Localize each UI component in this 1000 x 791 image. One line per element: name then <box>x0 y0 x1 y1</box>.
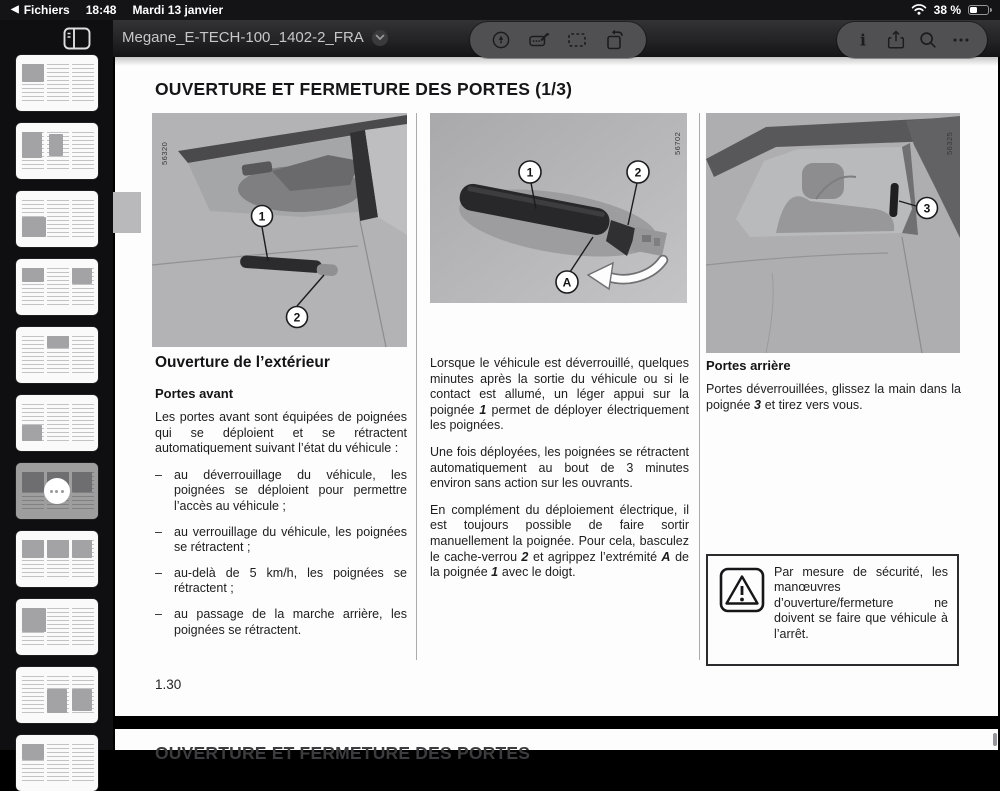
markup-tools-pill <box>470 22 646 58</box>
paragraph: Lorsque le véhicule est déverrouillé, quelques minutes après la sortie du véhicule ou si le contact est allumé, un léger appui sur la poignée 1 permet de déployer électriquement les poignées. <box>430 356 689 433</box>
callout-1: 1 <box>258 209 266 224</box>
figure-rear-door-handle <box>706 113 960 353</box>
markup-pen-icon[interactable] <box>486 25 516 55</box>
more-icon[interactable] <box>946 25 976 55</box>
sidebar-toggle-icon[interactable] <box>62 26 92 51</box>
callout-1: 1 <box>526 165 534 180</box>
page-title: OUVERTURE ET FERMETURE DES PORTES (1/3) <box>155 79 573 99</box>
chevron-down-icon <box>372 30 388 46</box>
page-number: 1.30 <box>155 677 182 692</box>
document-title-menu[interactable] <box>122 29 388 46</box>
callout-2: 2 <box>293 310 301 325</box>
thumbnail-list <box>0 55 113 750</box>
form-sign-icon[interactable] <box>524 25 554 55</box>
subsection-heading: Portes avant <box>155 386 234 401</box>
column-separator <box>416 113 417 660</box>
date: Mardi 13 janvier <box>132 3 224 17</box>
chapter-tab-marker <box>113 192 141 233</box>
select-area-icon[interactable] <box>562 25 592 55</box>
safety-warning-box <box>706 554 959 666</box>
callout-2: 2 <box>634 165 642 180</box>
figure-id: 56320 <box>160 141 169 165</box>
search-icon[interactable] <box>913 25 943 55</box>
list-item: – au-delà de 5 km/h, les poignées se rétractent ; <box>155 566 407 597</box>
column-rear-doors <box>706 358 961 424</box>
wifi-icon <box>911 3 927 18</box>
list-item: – au déverrouillage du véhicule, les poignées se déploient pour permettre l’accès au véhicule ; <box>155 468 407 515</box>
page-thumbnail[interactable] <box>16 667 98 723</box>
bullet-list <box>155 468 407 638</box>
warning-triangle-icon <box>719 567 765 613</box>
clock: 18:48 <box>85 3 117 17</box>
figure-id: 56325 <box>945 131 954 155</box>
next-page-title: OUVERTURE ET FERMETURE DES PORTES <box>155 743 531 763</box>
list-item: – au passage de la marche arrière, les poignées se rétractent. <box>155 607 407 638</box>
page-thumbnail-current[interactable] <box>16 463 98 519</box>
figure-front-door-handle <box>152 113 407 347</box>
warning-text: Par mesure de sécurité, les manœuvres d’ouverture/fermeture ne doivent se faire que véhicule à l’arrêt. <box>774 565 948 641</box>
back-to-files-button[interactable] <box>11 3 70 17</box>
scrollbar[interactable] <box>993 733 997 746</box>
back-label: Fichiers <box>23 3 70 17</box>
page-thumbnail[interactable] <box>16 395 98 451</box>
battery-percent: 38 % <box>933 3 961 17</box>
pdf-page <box>115 57 998 716</box>
subsection-heading: Portes arrière <box>706 358 791 373</box>
column-separator <box>699 113 700 660</box>
list-item: – au verrouillage du véhicule, les poignées se rétractent ; <box>155 525 407 556</box>
page-thumbnail[interactable] <box>16 191 98 247</box>
info-icon[interactable] <box>848 25 878 55</box>
document-title: Megane_E-TECH-100_1402-2_FRA <box>122 29 364 46</box>
figure-handle-closeup <box>430 113 687 303</box>
back-chevron-icon: ◀ <box>11 4 19 15</box>
thumbnail-sidebar <box>0 20 113 750</box>
page-thumbnail[interactable] <box>16 327 98 383</box>
page-thumbnail[interactable] <box>16 259 98 315</box>
toolbar <box>0 20 1000 57</box>
actions-pill <box>837 22 987 58</box>
battery-icon <box>968 5 989 16</box>
paragraph: En complément du déploiement électrique, il est toujours possible de faire sortir manuellement la poignée. Pour cela, basculez le cache-verrou 2 et agrippez l’extrémité A de la poignée 1 avec le doigt. <box>430 502 689 580</box>
paragraph: Les portes avant sont équipées de poignées qui se déploient et se rétractent automatiquement suivant l’état du véhicule : <box>155 410 407 456</box>
page-thumbnail[interactable] <box>16 531 98 587</box>
section-heading: Ouverture de l’extérieur <box>155 354 330 371</box>
document-viewport[interactable] <box>113 57 1000 763</box>
page-thumbnail[interactable] <box>16 55 98 111</box>
share-icon[interactable] <box>881 25 911 55</box>
column-handle-operation <box>430 356 689 592</box>
figure-id: 56702 <box>673 131 682 155</box>
paragraph: Une fois déployées, les poignées se rétractent automatiquement au bout de 3 minutes environ sans action sur les ouvrants. <box>430 444 689 491</box>
page-thumbnail[interactable] <box>16 599 98 655</box>
loading-spinner <box>44 478 70 504</box>
paragraph: Portes déverrouillées, glissez la main dans la poignée 3 et tirez vers vous. <box>706 382 961 412</box>
column-exterior-opening <box>155 354 407 648</box>
callout-A: A <box>562 275 572 290</box>
svg-text:i: i <box>860 30 867 50</box>
callout-3: 3 <box>923 201 931 216</box>
page-thumbnail[interactable] <box>16 735 98 791</box>
status-bar <box>0 0 1000 20</box>
page-thumbnail[interactable] <box>16 123 98 179</box>
rotate-page-icon[interactable] <box>600 25 630 55</box>
next-pdf-page <box>115 729 998 763</box>
